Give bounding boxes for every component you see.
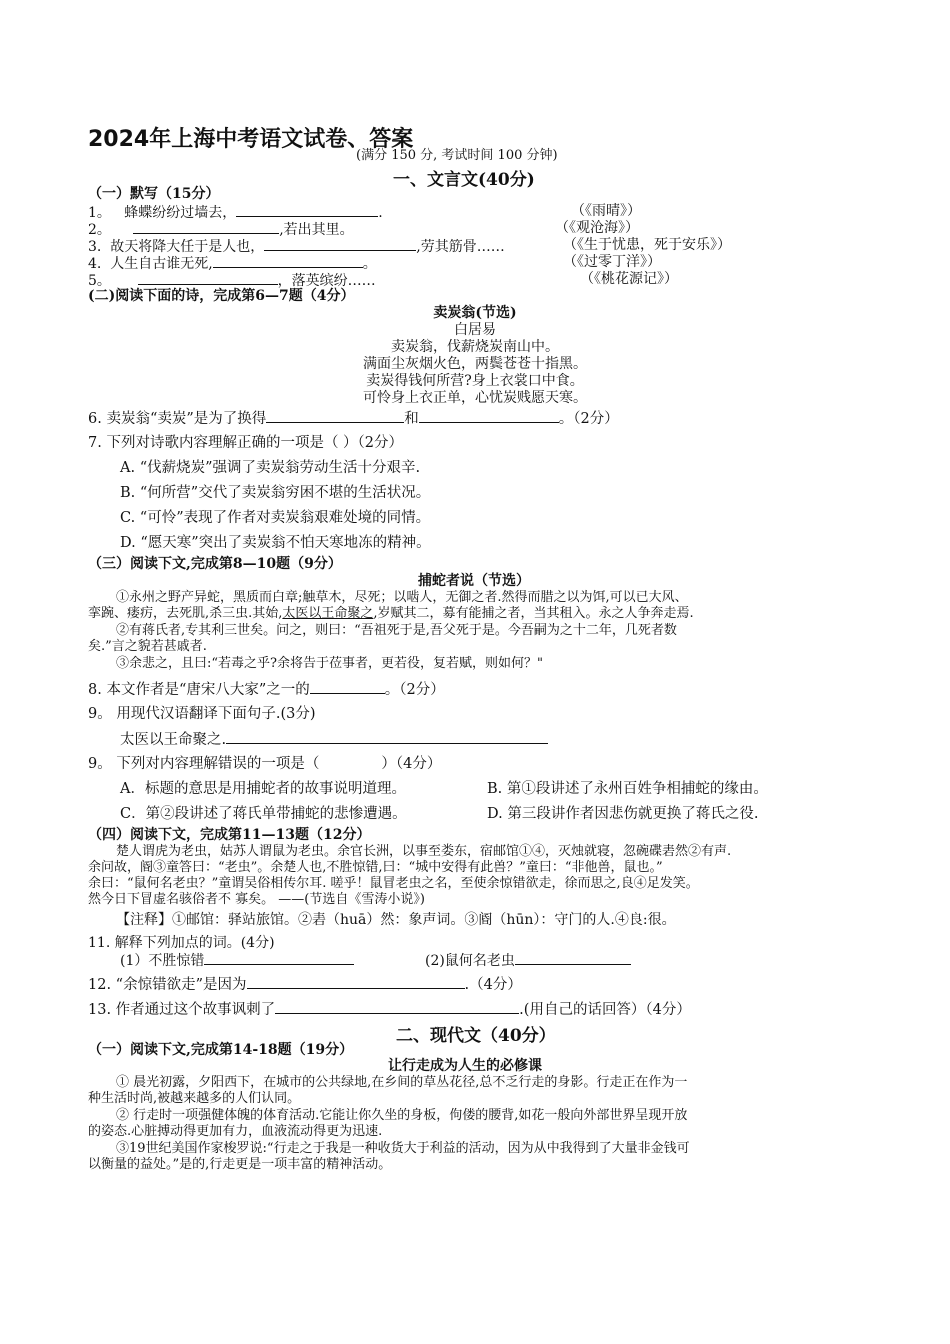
poem-line: 可怜身上衣正单，心忧炭贱愿天寒。 (363, 390, 587, 406)
s3-para: 矣.”言之貌若甚戚者. (88, 639, 207, 654)
q7-option-c: C. “可怜”表现了作者对卖炭翁艰难处境的同情。 (120, 510, 431, 526)
question-11-1: (1）不胜惊错 (120, 951, 354, 970)
s4-para: 然今日下冒虚名骇俗者不 寡矣。 ——(节选自《雪涛小说》) (88, 892, 425, 907)
question-12: 12. “余惊错欲走”是因为 .（4分） (88, 977, 522, 993)
s2-heading: (二)阅读下面的诗，完成第6—7题（4分） (88, 288, 355, 304)
part2-heading: 二、现代文（40分） (396, 1026, 556, 1046)
page-title: 2024年上海中考语文试卷、答案 (88, 127, 414, 152)
part2-para: 种生活时尚,被越来越多的人们认同。 (88, 1091, 301, 1106)
s3-para: 挛踠、瘘疠，去死肌,杀三虫.其始,太医以王命聚之,岁赋其二，募有能捕之者，当其租入。永之人争奔走焉. (88, 606, 694, 621)
part2-para: ③19世纪美国作家梭罗说:“行走之于我是一种收货大于利益的活动，因为从中我得到了大量非金钱可 (116, 1141, 690, 1156)
part1-heading: 一、文言文(40分) (393, 170, 535, 190)
answer-blank[interactable] (275, 1000, 519, 1014)
poem-author: 白居易 (454, 322, 496, 338)
s4-para: 余曰：“鼠何名老虫？”童谓吴俗相传尔耳. 嗟乎！鼠冒老虫之名，至使余惊错欲走，徐而思之,良④足发笑。 (88, 876, 699, 891)
underlined-sentence: 太医以王命聚之 (282, 606, 374, 621)
q7-option-a: A. “伐薪烧炭”强调了卖炭翁劳动生活十分艰辛. (120, 460, 421, 476)
s3-heading: （三）阅读下文,完成第8—10题（9分） (88, 556, 342, 572)
s1-source-4: （《过零丁洋》） (563, 254, 661, 270)
question-9: 9。 用现代汉语翻译下面句子.(3分) (88, 706, 316, 722)
part2-para: 以衡量的益处。”是的,行走更是一项丰富的精神活动。 (88, 1157, 392, 1172)
s1-source-3: （《生于忧患，死于安乐》） (563, 237, 731, 253)
part2-para: ① 晨光初露，夕阳西下，在城市的公共绿地,在乡间的草丛花径,总不乏行走的身影。行走正在作为一 (116, 1075, 688, 1090)
poem-line: 卖炭得钱何所营?身上衣裳口中食。 (366, 373, 584, 389)
poem-line: 满面尘灰烟火色，两鬓苍苍十指黑。 (363, 356, 587, 372)
part2-title: 让行走成为人生的必修课 (388, 1058, 542, 1074)
question-11: 11. 解释下列加点的词。(4分) (88, 935, 275, 951)
s1-item-2: 2。 ,若出其里。 (88, 222, 354, 238)
s1-source-5: （《桃花源记》） (580, 271, 678, 287)
answer-blank[interactable] (133, 220, 279, 234)
s4-para: 楚人谓虎为老虫，姑苏人谓鼠为老虫。余官长洲，以事至娄东，宿邮馆①④，灭烛就寝，忽碗碟砉然②有声. (116, 844, 732, 859)
question-7: 7. 下列对诗歌内容理解正确的一项是（ ）（2分） (88, 435, 404, 451)
answer-blank[interactable] (264, 237, 416, 251)
answer-blank[interactable] (226, 730, 548, 744)
answer-blank[interactable] (310, 680, 385, 694)
s1-source-1: （《雨晴》） (571, 203, 641, 219)
question-9-sentence: 太医以王命聚之. (120, 730, 548, 749)
s3-title: 捕蛇者说（节选） (418, 573, 530, 589)
answer-blank[interactable] (515, 951, 631, 965)
answer-blank[interactable] (247, 975, 465, 989)
q7-option-d: D. “愿天寒”突出了卖炭翁不怕天寒地冻的精神。 (120, 535, 431, 551)
q10-option-a: A．标题的意思是用捕蛇者的故事说明道理。 (120, 781, 406, 797)
exam-subtitle: (满分 150 分, 考试时间 100 分钟) (356, 148, 558, 163)
s4-note: 【注释】①邮馆：驿站旅馆。②砉（huā）然：象声词。③阍（hūn）：守门的人.④良:很。 (116, 912, 676, 928)
s3-para: ③余悲之，且曰:“若毒之乎?余将告于莅事者，更若役，复若赋，则如何？" (116, 656, 543, 671)
question-8: 8. 本文作者是“唐宋八大家”之一的 。（2分） (88, 682, 445, 698)
answer-blank[interactable] (266, 409, 404, 423)
s1-item-4: 4. 人生自古谁无死, 。 (88, 256, 377, 272)
q7-option-b: B. “何所营”交代了卖炭翁穷困不堪的生活状况。 (120, 485, 431, 501)
s1-item-5: 5。 ，落英缤纷…… (88, 273, 376, 289)
answer-blank[interactable] (213, 254, 363, 268)
s3-para: ①永州之野产异蛇，黑质而白章;触草木，尽死；以啮人，无御之者.然得而腊之以为饵,可以已大风、 (116, 590, 688, 605)
q10-option-d: D. 第三段讲作者因悲伤就更换了蒋氏之役. (487, 806, 759, 822)
s4-para: 余问故，阍③童答曰：“老虫”。余楚人也,不胜惊错,曰：“城中安得有此兽？”童曰：“非他兽，鼠也。” (88, 860, 663, 875)
question-6: 6. 卖炭翁“卖炭”是为了换得 和 。（2分） (88, 411, 619, 427)
s4-heading: （四）阅读下文，完成第11—13题（12分） (88, 827, 371, 843)
poem-line: 卖炭翁，伐薪烧炭南山中。 (391, 339, 559, 355)
part2-s1-heading: （一）阅读下文,完成第14-18题（19分） (88, 1042, 354, 1058)
question-10: 9。 下列对内容理解错误的一项是（ ）（4分） (88, 756, 442, 772)
answer-blank[interactable] (138, 271, 278, 285)
s1-item-1: 1。 蜂蝶纷纷过墙去， . (88, 205, 383, 221)
q10-option-b: B. 第①段讲述了永州百姓争相捕蛇的缘由。 (487, 781, 768, 797)
poem-title: 卖炭翁(节选) (433, 305, 517, 321)
question-11-2: (2)鼠何名老虫 (425, 951, 631, 970)
s1-heading: （一）默写（15分） (88, 186, 220, 202)
s1-source-2: （《观沧海》） (555, 220, 639, 236)
s3-para: ②有蒋氏者,专其利三世矣。问之，则曰：“吾祖死于是,吾父死于是。今吾嗣为之十二年，几死者数 (116, 623, 677, 638)
s1-item-3: 3. 故天将降大任于是人也， ,劳其筋骨…… (88, 239, 505, 255)
part2-para: 的姿态.心脏搏动得更加有力，血液流动得更为迅速. (88, 1124, 383, 1139)
part2-para: ② 行走时一项强健体魄的体育活动.它能让你久坐的身板，佝偻的腰背,如花一般向外部世界呈现开放 (116, 1108, 688, 1123)
answer-blank[interactable] (204, 951, 354, 965)
answer-blank[interactable] (236, 203, 378, 217)
question-13: 13. 作者通过这个故事讽刺了 .(用自己的话回答）（4分） (88, 1002, 691, 1018)
q10-option-c: C．第②段讲述了蒋氏单带捕蛇的悲惨遭遇。 (120, 806, 407, 822)
answer-blank[interactable] (419, 409, 559, 423)
